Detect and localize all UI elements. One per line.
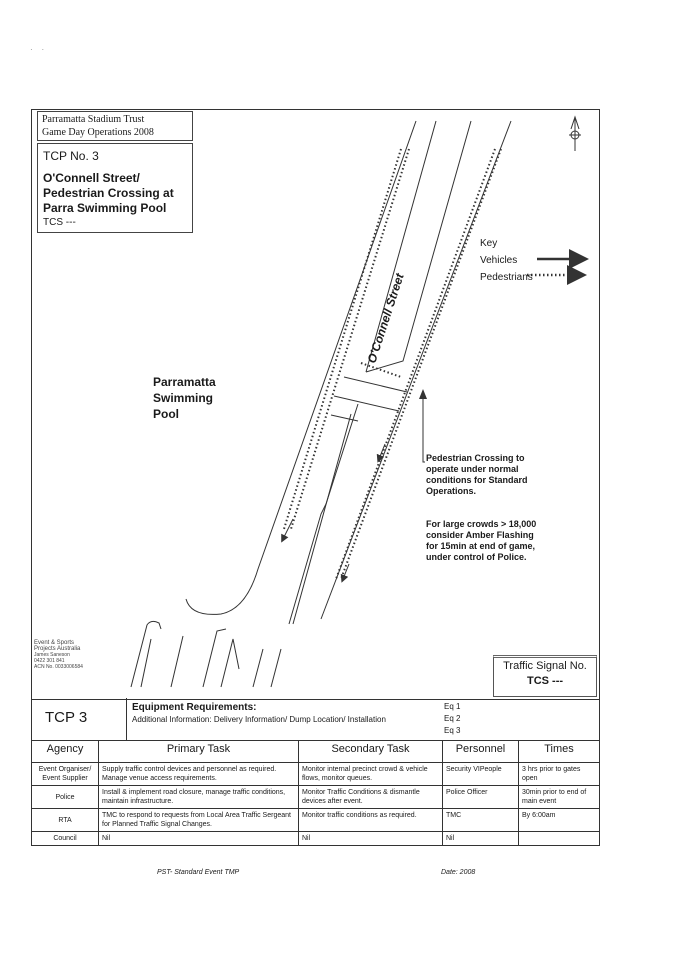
logo-line-3: James Saneson (34, 652, 70, 658)
cell-agency: Police (32, 786, 99, 809)
signal-title: Traffic Signal No. (503, 660, 587, 672)
key-pedestrians-label: Pedestrians (480, 272, 533, 283)
equipment-heading: Equipment Requirements: (132, 702, 257, 713)
crossing-band-2 (334, 396, 399, 411)
key-title: Key (480, 238, 498, 249)
pool-label (153, 374, 216, 422)
pool-label-line-2: Swimming (153, 391, 214, 405)
tcp-number: TCP No. 3 (43, 149, 99, 163)
cell-times: 3 hrs prior to gates open (519, 763, 600, 786)
key-vehicles-label: Vehicles (480, 255, 518, 266)
table-header-row (32, 741, 600, 763)
eq-item: Eq 2 (444, 714, 461, 723)
traffic-signal-box (493, 655, 597, 697)
cell-times: 30min prior to end of main event (519, 786, 600, 809)
header-times: Times (519, 741, 600, 763)
crossing-band-1 (344, 377, 407, 392)
scan-specks: · · (30, 45, 45, 54)
equipment-items (444, 701, 460, 737)
road-stub-7 (271, 649, 281, 687)
task-table (31, 740, 600, 846)
header-agency: Agency (32, 741, 99, 763)
logo-line-5: ACN No. 0033006584 (34, 664, 83, 670)
table-row (32, 832, 600, 846)
company-logo (34, 640, 83, 670)
cell-agency: Council (32, 832, 99, 846)
table-row (32, 809, 600, 832)
pedestrian-path-east-2 (336, 149, 495, 579)
crossing-note: Pedestrian Crossing to operate under normal conditions for Standard Operations. (426, 453, 528, 496)
pedestrian-path-west-2 (291, 149, 409, 529)
eq-item: Eq 1 (444, 702, 461, 711)
header-personnel: Personnel (443, 741, 519, 763)
cell-agency: RTA (32, 809, 99, 832)
footer-date: Date: 2008 (441, 869, 476, 876)
equipment-info: Additional Information: Delivery Information/ Dump Location/ Installation (132, 715, 386, 724)
vehicle-arrow-2 (379, 444, 385, 459)
cell-primary: Supply traffic control devices and personnel as required. Manage venue access requirements. (99, 763, 299, 786)
cell-agency: Event Organiser/ Event Supplier (32, 763, 99, 786)
org-line-1: Parramatta Stadium Trust (42, 114, 145, 125)
road-stub-1 (131, 621, 161, 687)
road-stub-6 (253, 649, 263, 687)
road-stub-5 (221, 639, 239, 687)
cell-primary: Nil (99, 832, 299, 846)
cell-times (519, 832, 600, 846)
logo-line-1: Event & Sports (34, 640, 75, 646)
pool-label-line-3: Pool (153, 407, 179, 421)
cell-primary: TMC to respond to requests from Local Area Traffic Sergeant for Planned Traffic Signal Changes. (99, 809, 299, 832)
cell-personnel: Security VIPeople (443, 763, 519, 786)
cell-times: By 6:00am (519, 809, 600, 832)
cell-secondary: Monitor traffic conditions as required. (299, 809, 443, 832)
header-secondary-task: Secondary Task (299, 741, 443, 763)
road-stub-2 (141, 639, 151, 687)
location-line-1: O'Connell Street/ (43, 171, 140, 185)
table-row (32, 786, 600, 809)
org-line-2: Game Day Operations 2008 (42, 127, 154, 138)
footer-doc-name: PST- Standard Event TMP (157, 869, 240, 876)
equipment-divider (126, 698, 127, 740)
tcs-code: TCS --- (43, 217, 76, 228)
eq-item: Eq 3 (444, 726, 461, 735)
large-crowd-note: For large crowds > 18,000 consider Amber Flashing for 15min at end of game, under control of Police. (426, 519, 537, 562)
pool-label-line-1: Parramatta (153, 375, 216, 389)
street-label: O'Connell Street (364, 271, 407, 365)
cell-personnel: Police Officer (443, 786, 519, 809)
signal-value: TCS --- (526, 675, 564, 687)
equipment-section (31, 698, 600, 741)
org-title-box (37, 111, 193, 141)
cell-secondary: Monitor internal precinct crowd & vehicle flows, monitor queues. (299, 763, 443, 786)
logo-line-4: 0422 301 841 (34, 658, 65, 664)
location-line-3: Parra Swimming Pool (43, 201, 167, 215)
location-line-2: Pedestrian Crossing at (43, 186, 174, 200)
cell-personnel: TMC (443, 809, 519, 832)
cell-primary: Install & implement road closure, manage traffic conditions, maintain infrastructure. (99, 786, 299, 809)
note-pointer (423, 399, 425, 462)
cell-secondary: Monitor Traffic Conditions & dismantle devices after event. (299, 786, 443, 809)
header-primary-task: Primary Task (99, 741, 299, 763)
tcp-title-box (37, 143, 193, 233)
map-key (480, 235, 533, 286)
road-stub-4 (203, 629, 226, 687)
logo-line-2: Projects Australia (34, 646, 81, 652)
tcp-label: TCP 3 (45, 709, 88, 726)
cell-personnel: Nil (443, 832, 519, 846)
cell-secondary: Nil (299, 832, 443, 846)
table-row (32, 763, 600, 786)
road-stub-3 (171, 636, 183, 687)
